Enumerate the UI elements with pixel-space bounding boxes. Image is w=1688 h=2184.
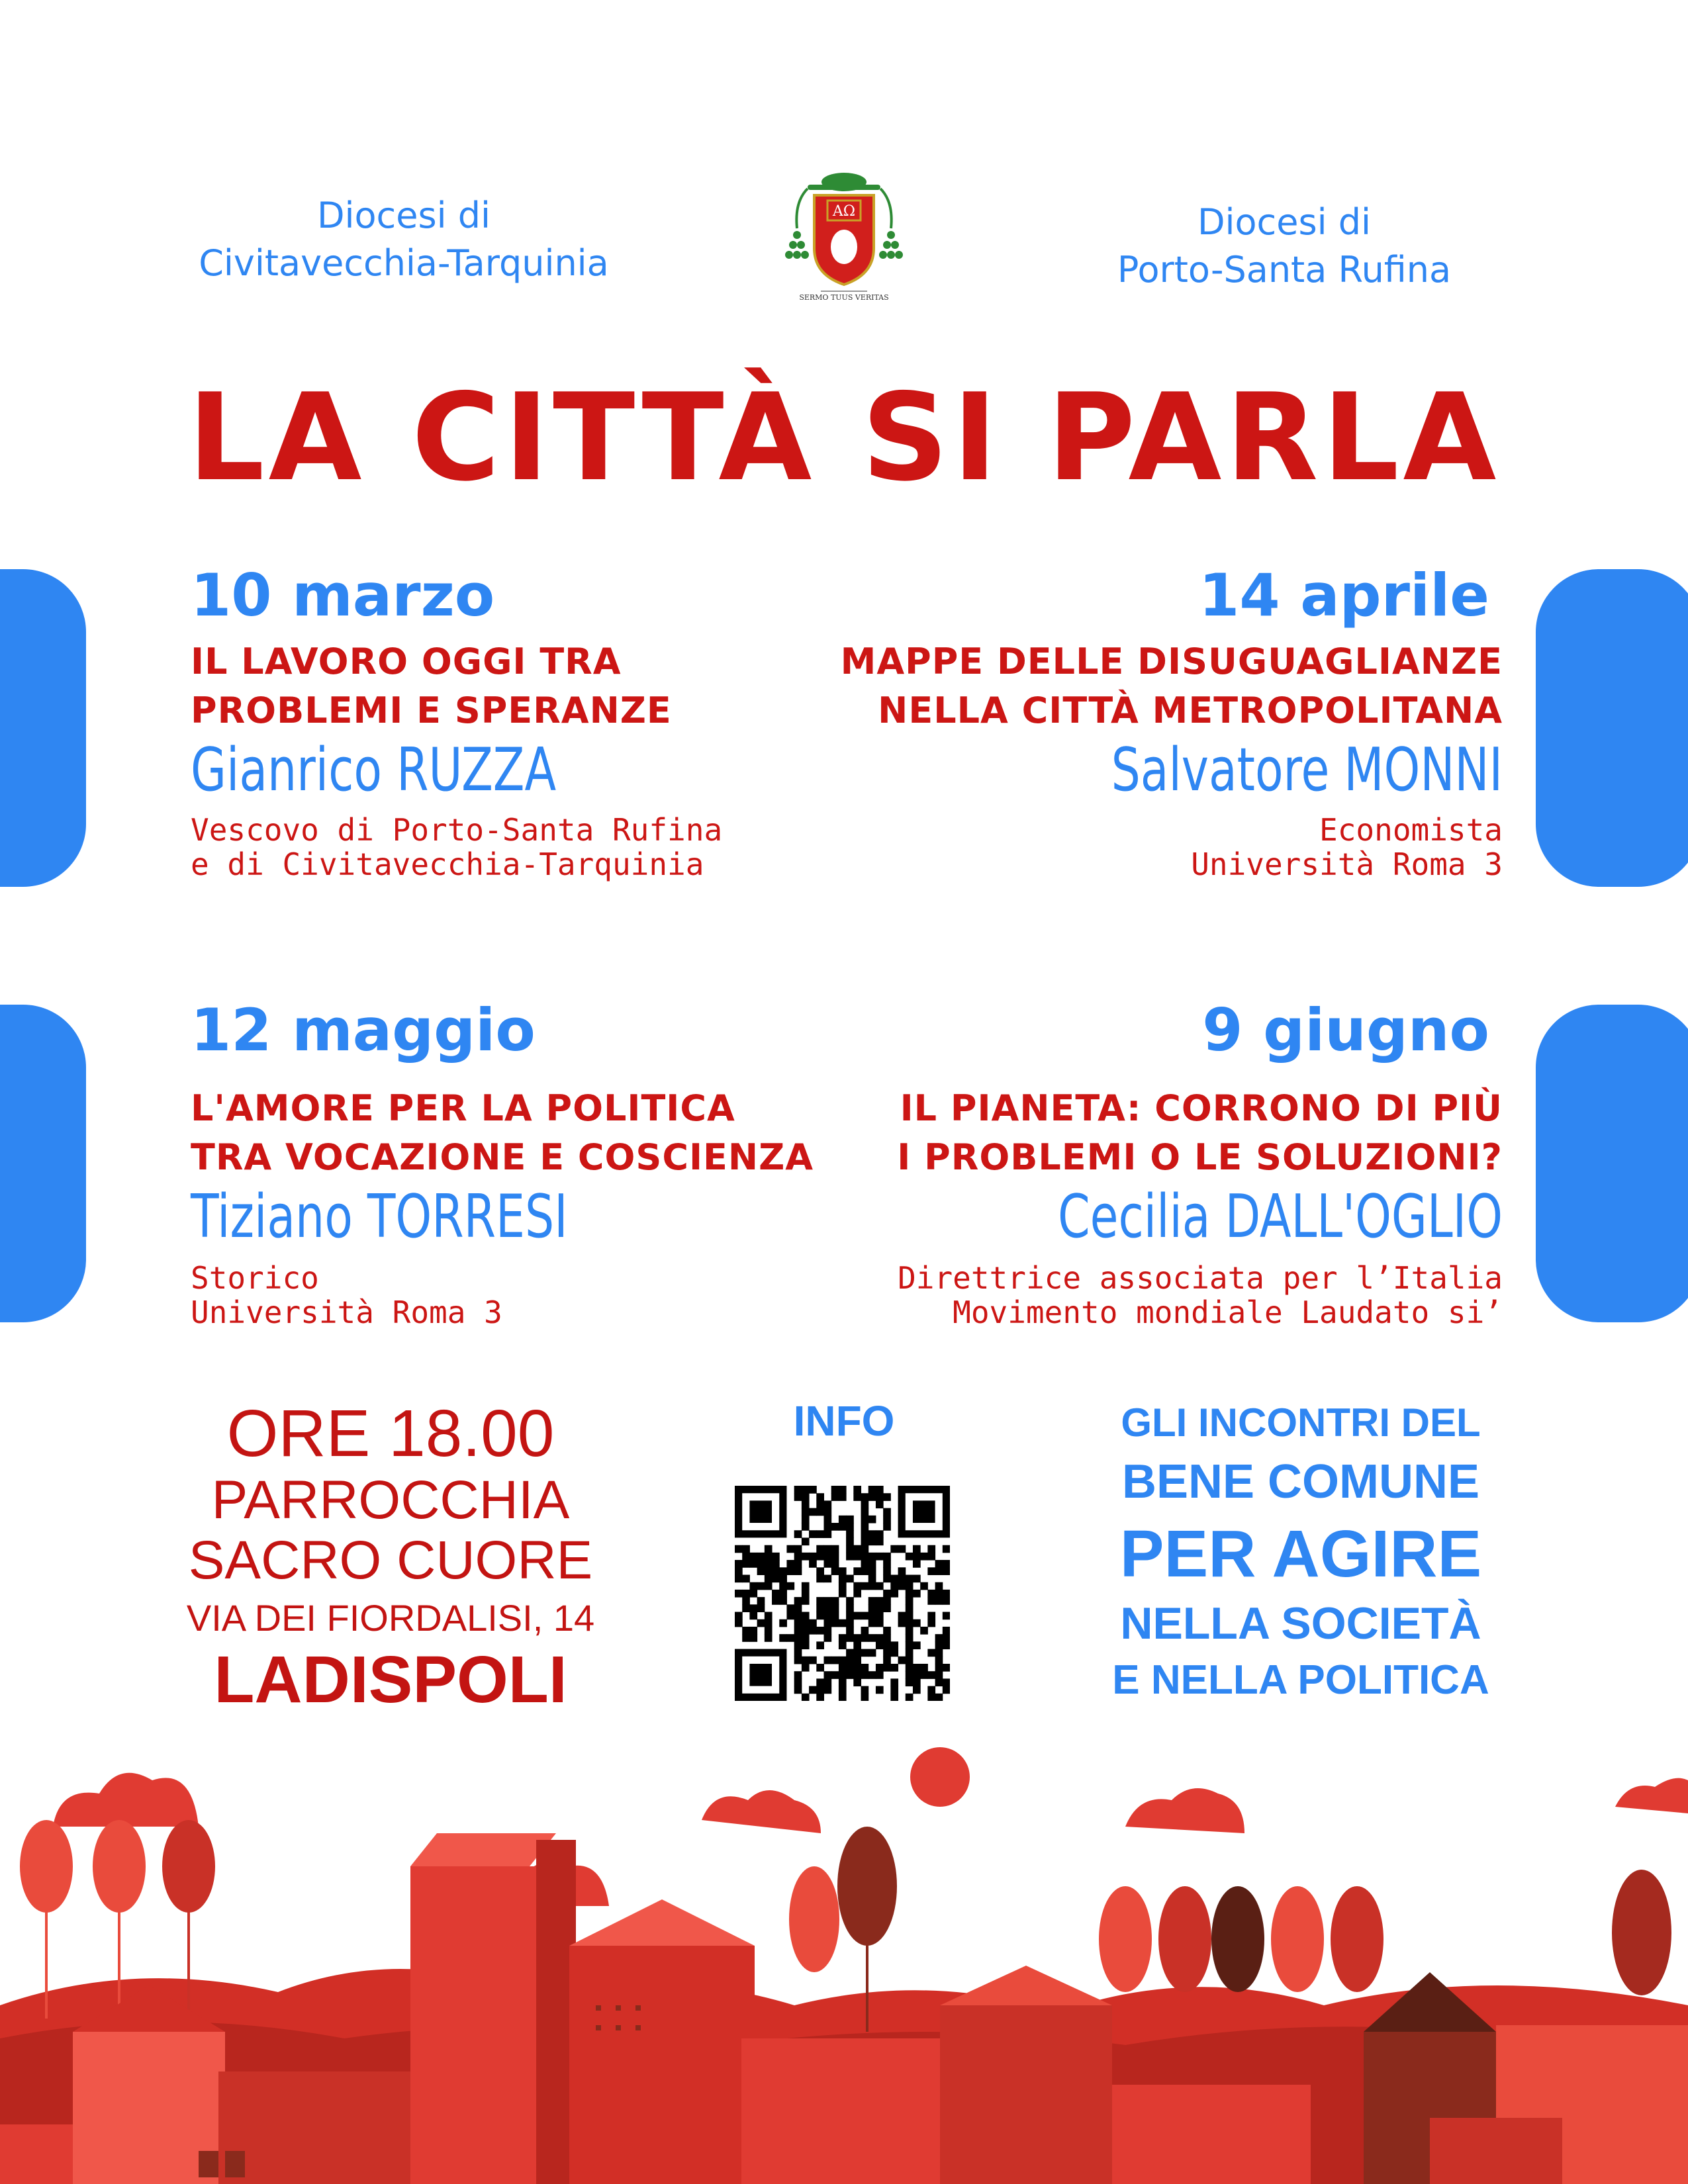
left-tab-bottom [0,1005,86,1322]
event-card [781,561,1503,882]
event-speaker: Gianrico RUZZA [191,735,557,805]
event-card [781,996,1503,1330]
tagline-line3: PER AGIRE [1119,1517,1482,1591]
event-topic-line2: I PROBLEMI O LE SOLUZIONI? [897,1136,1503,1178]
left-diocese [152,192,655,287]
event-date: 9 giugno [1202,996,1489,1064]
page-title: LA CITTÀ SI PARLA [187,367,1501,508]
venue-time: ORE 18.00 [226,1396,555,1471]
event-topic-line2: NELLA CITTÀ METROPOLITANA [878,690,1503,731]
event-role-line1: Economista [1319,812,1503,848]
event-role-line1: Direttrice associata per l’Italia [898,1260,1503,1296]
event-role-line1: Storico [191,1260,319,1296]
tagline-line1: GLI INCONTRI DEL [1121,1400,1481,1445]
coat-motto: SERMO TUUS VERITAS [799,293,889,302]
event-date: 10 marzo [191,561,495,629]
event-role-line2: e di Civitavecchia-Tarquinia [191,846,704,882]
event-role-line2: Movimento mondiale Laudato si’ [953,1295,1503,1330]
event-date: 14 aprile [1199,561,1489,629]
sun [910,1747,970,1807]
left-tab-top [0,569,86,887]
left-diocese-line2: Civitavecchia-Tarquinia [199,242,609,284]
tagline [1086,1396,1516,1707]
event-topic-line2: TRA VOCAZIONE E COSCIENZA [191,1136,814,1178]
event-card [191,561,722,882]
qr-code-icon[interactable] [735,1486,950,1701]
right-diocese-line1: Diocesi di [1197,201,1372,243]
event-topic-line1: L'AMORE PER LA POLITICA [191,1087,735,1129]
venue-place1: PARROCCHIA [211,1470,570,1530]
right-tab-top [1536,569,1688,887]
event-date: 12 maggio [191,996,536,1064]
venue-city: LADISPOLI [214,1643,567,1717]
left-diocese-line1: Diocesi di [316,195,491,236]
tagline-line5: E NELLA POLITICA [1112,1657,1489,1703]
venue-block [152,1396,629,1717]
event-topic-line1: IL LAVORO OGGI TRA [191,641,622,682]
event-role-line2: Università Roma 3 [1191,846,1503,882]
event-topic-line1: IL PIANETA: CORRONO DI PIÙ [900,1087,1503,1129]
coat-letters: AΩ [832,203,856,220]
right-diocese-line2: Porto-Santa Rufina [1117,249,1452,291]
event-role-line1: Vescovo di Porto-Santa Rufina [191,812,723,848]
event-topic-line2: PROBLEMI E SPERANZE [191,690,672,731]
event-speaker: Cecilia DALL'OGLIO [1057,1182,1503,1251]
info-label: INFO [793,1397,895,1445]
right-tab-bottom [1536,1005,1688,1322]
tagline-line4: NELLA SOCIETÀ [1120,1598,1481,1649]
coat-of-arms-icon [781,162,907,308]
event-topic-line1: MAPPE DELLE DISUGUAGLIANZE [840,641,1503,682]
venue-place2: SACRO CUORE [188,1530,593,1590]
tagline-line2: BENE COMUNE [1121,1455,1480,1508]
event-role-line2: Università Roma 3 [191,1295,502,1330]
event-speaker: Salvatore MONNI [1111,735,1503,805]
event-speaker: Tiziano TORRESI [191,1182,568,1251]
right-diocese [1053,199,1516,294]
venue-address: VIA DEI FIORDALISI, 14 [186,1597,595,1639]
city-illustration [0,1727,1688,2184]
event-card [191,996,814,1330]
